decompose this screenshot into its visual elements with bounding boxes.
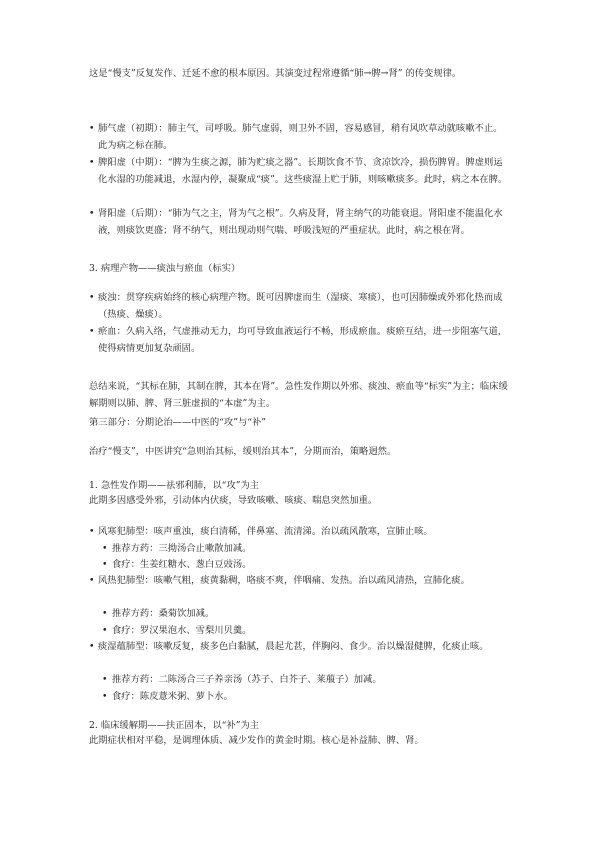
part-3-heading: 第三部分：分期论治——中医的“攻”与“补” <box>89 417 267 428</box>
type-wind-heat: • 风热犯肺型：咳嗽气粗，痰黄黏稠，咯痰不爽，伴咽痛、发热。治以疏风清热，宣肺化痰。 <box>89 573 509 590</box>
type-phlegm-damp: • 痰湿蕴肺型：咳嗽反复，痰多色白黏腻，晨起尤甚，伴胸闷、食少。治以燥湿健脾，化痰止咳。 <box>89 639 509 656</box>
remission-phase-heading: 2. 临床缓解期——扶正固本，以“补”为主 <box>89 720 260 731</box>
phlegm-damp-prescription: • 推荐方药：二陈汤合三子养亲汤（苏子、白芥子、莱菔子）加减。 <box>102 672 502 689</box>
product-blood-stasis: • 瘀血：久病入络，气虚推动无力，均可导致血液运行不畅，形成瘀血。痰瘀互结，进一步阻塞气道，使得病情更加复杂顽固。 <box>89 324 509 357</box>
acute-phase-intro: 此期多因感受外邪，引动体内伏痰，导致咳嗽、咳痰、喘息突然加重。 <box>89 495 378 506</box>
wind-cold-diet: • 食疗：生姜红糖水、葱白豆豉汤。 <box>102 557 502 574</box>
type-wind-cold: • 风寒犯肺型：咳声重浊，痰白清稀，伴鼻塞、流清涕。治以疏风散寒，宣肺止咳。 <box>89 524 509 541</box>
wind-heat-prescription: • 推荐方药：桑菊饮加减。 <box>102 606 502 623</box>
section-3-heading: 3. 病理产物——痰浊与瘀血（标实） <box>89 263 241 274</box>
stage-spleen-yang: • 脾阳虚（中期）：“脾为生痰之源，肺为贮痰之器”。长期饮食不节、贪凉饮冷，损伤脾胃。脾虚则运化水湿的功能减退，水湿内停，凝聚成“痰”。这些痰湿上贮于肺，则咳嗽痰多。此时，病之本在脾。 <box>89 155 509 188</box>
intro-paragraph: 这是“慢支”反复发作、迁延不愈的根本原因。其演变过程常遵循“肺→脾→肾” 的传变规律。 <box>89 68 462 79</box>
summary-paragraph: 总结来说，“其标在肺，其制在脾，其本在肾”。急性发作期以外邪、痰浊、瘀血等“标实”为主；临床缓解期则以肺、脾、肾三脏虚损的“本虚”为主。 <box>89 381 508 409</box>
remission-phase-intro: 此期症状相对平稳，是调理体质、减少发作的黄金时期。核心是补益肺、脾、肾。 <box>89 735 424 746</box>
wind-heat-diet: • 食疗：罗汉果泡水、雪梨川贝羹。 <box>102 623 502 640</box>
stage-lung-qi: • 肺气虚（初期）：肺主气，司呼吸。肺气虚弱，则卫外不固，容易感冒，稍有风吹草动就咳嗽不止。此为病之标在肺。 <box>89 121 509 154</box>
product-phlegm: • 痰浊：贯穿疾病始终的核心病理产物。既可因脾虚而生（湿痰、寒痰），也可因肺燥或外邪化热而成（热痰、燥痰）。 <box>89 290 509 323</box>
wind-cold-prescription: • 推荐方药：三拗汤合止嗽散加减。 <box>102 541 502 558</box>
acute-phase-heading: 1. 急性发作期——祛邪利肺，以“攻”为主 <box>89 480 260 491</box>
part-3-intro: 治疗“慢支”，中医讲究“急则治其标，缓则治其本”，分期而治，策略迥然。 <box>89 446 397 457</box>
stage-kidney-yang: • 肾阳虚（后期）：“肺为气之主，肾为气之根”。久病及肾，肾主纳气的功能衰退。肾阳虚不能温化水液，则痰饮更盛；肾不纳气，则出现动则气喘、呼吸浅短的严重症状。此时，病之根在肾。 <box>89 206 509 239</box>
phlegm-damp-diet: • 食疗：陈皮薏米粥、萝卜水。 <box>102 689 502 706</box>
